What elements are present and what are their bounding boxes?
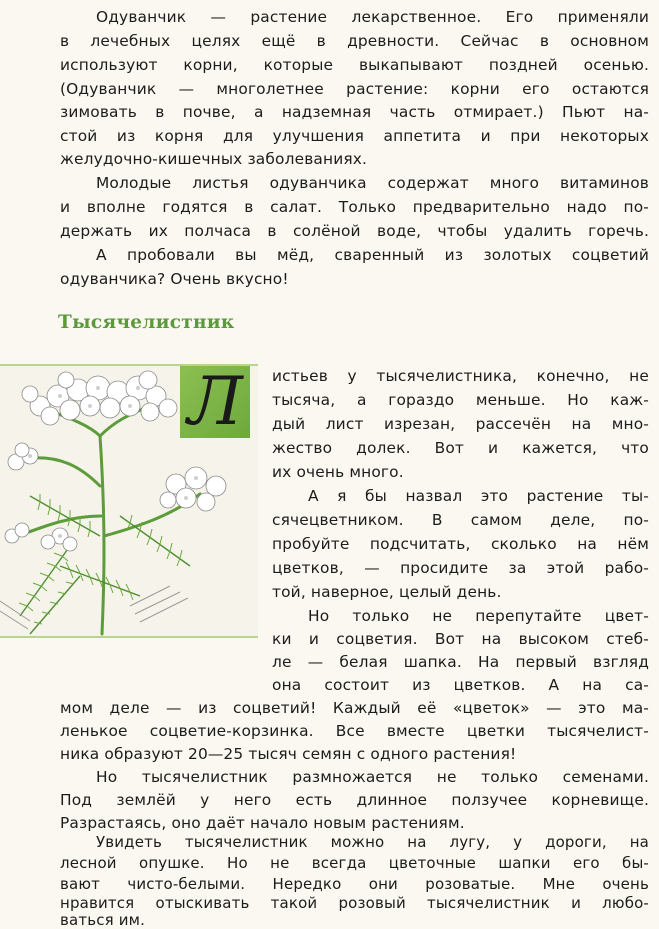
illustration-bottom-rule: [0, 636, 258, 638]
text-line: Разрастаясь, оно даёт начало новым растениям.: [60, 814, 465, 832]
text-line: (Одуванчик — многолетнее растение: корни его остаются: [60, 80, 649, 98]
text-line: пробуйте подсчитать, сколько на нём: [272, 535, 649, 553]
text-line: той, наверное, целый день.: [272, 583, 502, 601]
text-line: держать их полчаса в солёной воде, чтобы удалить горечь.: [60, 222, 649, 240]
text-line: используют корни, которые выкапывают поздней осенью.: [60, 56, 649, 74]
text-line: ленькое соцветие-корзинка. Все вместе цветки тысячелист-: [60, 722, 649, 740]
text-line: Одуванчик — растение лекарственное. Его применяли: [96, 8, 649, 26]
text-line: нравится отыскивать такой розовый тысячелистник и любо-: [60, 894, 649, 912]
text-line: ваться им.: [60, 911, 145, 929]
text-line: ле — белая шапка. На первый взгляд: [272, 653, 649, 671]
text-line: мом деле — из соцветий! Каждый её «цветок» — это ма-: [60, 699, 649, 717]
text-line: Но тысячелистник размножается не только семенами.: [96, 768, 649, 786]
text-line: А пробовали вы мёд, сваренный из золотых соцветий: [96, 246, 649, 264]
text-line: лесной опушке. Но не всегда цветочные шапки его бы-: [60, 854, 649, 872]
text-line: Увидеть тысячелистник можно на лугу, у дороги, на: [96, 833, 649, 851]
text-line: жество долек. Вот и кажется, что: [272, 439, 649, 457]
text-line: сячецветником. В самом деле, по-: [272, 511, 649, 529]
text-line: зимовать в почве, а надземная часть отмирает.) Пьют на-: [60, 103, 649, 121]
text-line: стой из корня для улучшения аппетита и при некоторых: [60, 127, 649, 145]
text-line: и вполне годятся в салат. Только предварительно надо по-: [60, 198, 649, 216]
text-line: Но только не перепутайте цвет-: [308, 607, 649, 625]
text-line: цветков, — просидите за этой рабо-: [272, 559, 649, 577]
text-line: в лечебных целях ещё в древности. Сейчас в основном: [60, 32, 649, 50]
text-line: Под землёй у него есть длинное ползучее корневище.: [60, 791, 649, 809]
text-line: дый лист изрезан, рассечён на мно-: [272, 415, 649, 433]
text-line: Молодые листья одуванчика содержат много витаминов: [96, 174, 649, 192]
text-line: вают чисто-белыми. Нередко они розоватые. Мне очень: [60, 875, 649, 893]
text-line: одуванчика? Очень вкусно!: [60, 270, 289, 288]
section-title: Тысячелистник: [58, 312, 235, 333]
text-line: ки и соцветия. Вот на высоком стеб-: [272, 630, 649, 648]
text-line: она состоит из цветков. А на са-: [272, 676, 649, 694]
text-line: истьев у тысячелистника, конечно, не: [272, 367, 649, 385]
drop-cap-letter: Л: [187, 363, 243, 440]
text-line: желудочно-кишечных заболеваниях.: [60, 150, 368, 168]
text-line: ника образуют 20—25 тысяч семян с одного растения!: [60, 745, 517, 763]
text-line: А я бы назвал это растение ты-: [308, 487, 649, 505]
text-line: их очень много.: [272, 463, 404, 481]
text-line: тысяча, а гораздо меньше. Но каж-: [272, 391, 649, 409]
